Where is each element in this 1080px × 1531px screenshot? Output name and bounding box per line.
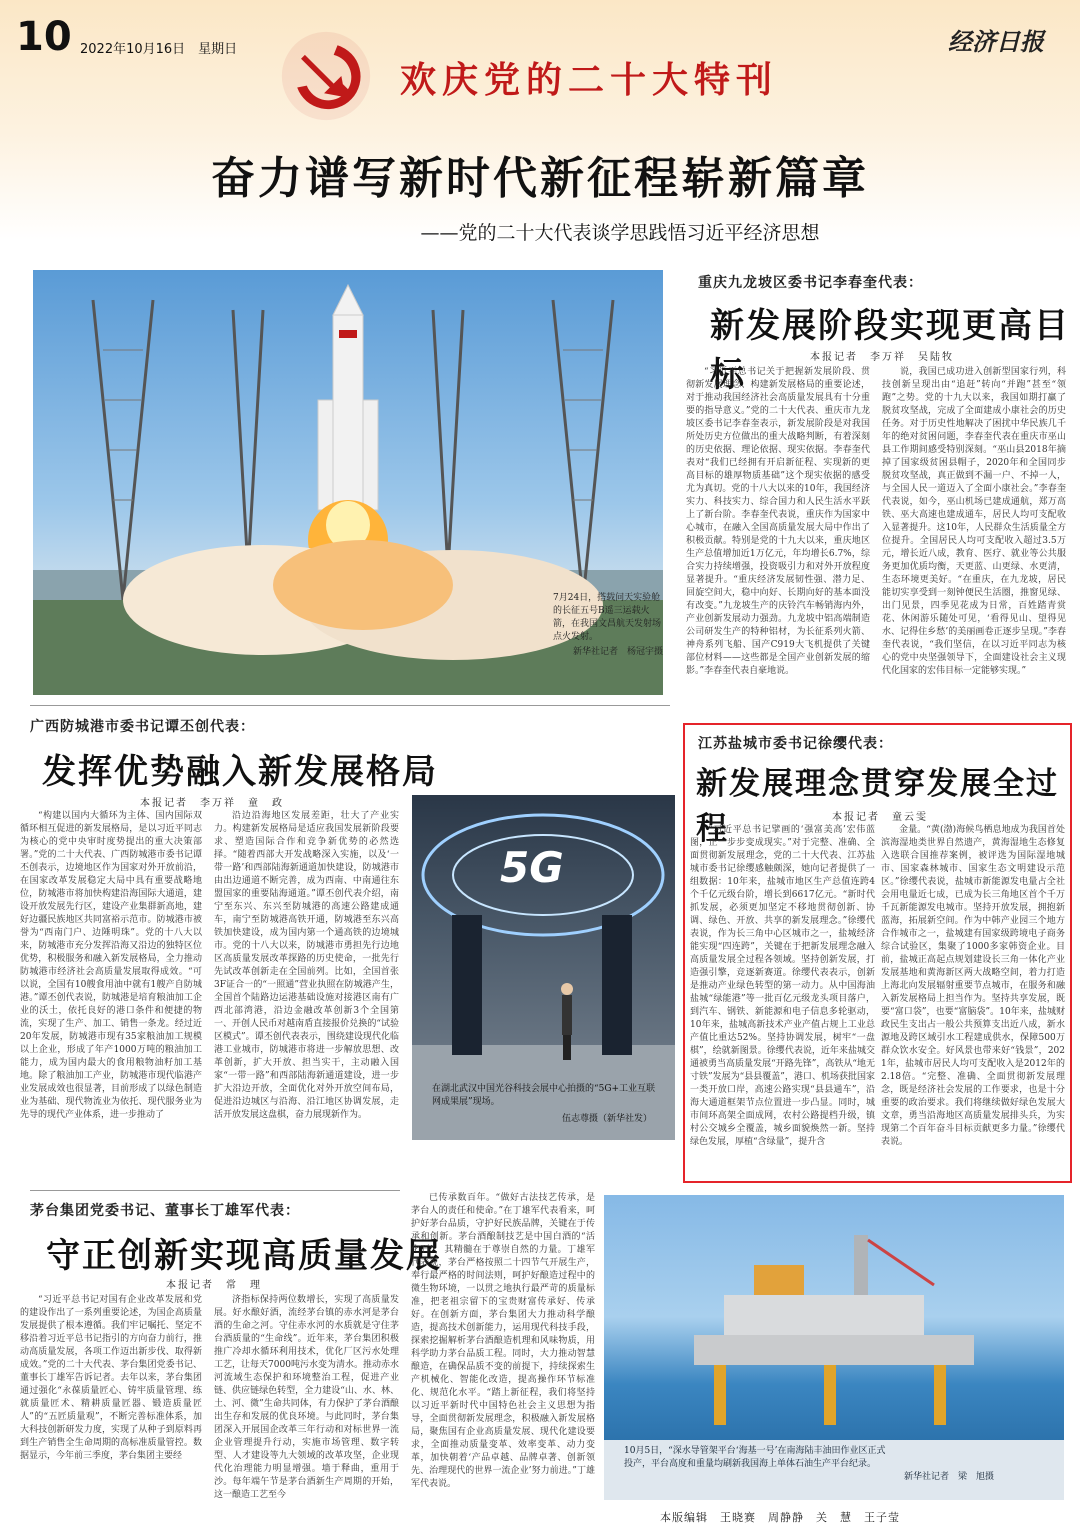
moutai-byline: 本报记者 常 理 <box>166 1280 262 1291</box>
divider <box>30 1190 400 1191</box>
guangxi-title: 发挥优势融入新发展格局 <box>42 752 438 792</box>
chongqing-title: 新发展阶段实现更高目标 <box>710 306 1070 395</box>
5g-credit: 伍志尊摄（新华社发） <box>562 1114 653 1124</box>
party-emblem-icon <box>278 28 374 124</box>
paper-name: 经济日报 <box>948 27 1044 56</box>
jiangsu-title: 新发展理念贯穿发展全过程 <box>696 766 1059 847</box>
5g-sign: 5G <box>500 843 564 892</box>
5g-exhibition-photo <box>412 795 675 1140</box>
main-headline: 奋力谱写新时代新征程崭新篇章 <box>211 153 869 204</box>
chongqing-byline: 本报记者 李万祥 吴陆牧 <box>810 352 954 363</box>
moutai-title: 守正创新实现高质量发展 <box>46 1236 442 1276</box>
platform-caption: 10月5日，“深水导管架平台‘海基一号’在南海陆丰油田作业区正式投产，平台高度和重量均刷新我国海上单体石油生产平台纪录。 <box>624 1446 886 1469</box>
rocket-credit: 新华社记者 杨冠宇摄 <box>573 647 663 657</box>
jiangsu-column-2: 金量。“黄(渤)海候鸟栖息地成为我国首处滨海湿地类世界自然遗产，黄海湿地生态修复入选联合国推荐案例，被评选为国际湿地城市、国家森林城市、国家生态文明建设示范区。”徐缨代表说，盐城市新能源发电量占全社会用电量近七成，已成为长三角地区首个千万千瓦新能源发电城市。坚持开放发展，拥抱新蓝海，拓展新空间。作为中韩产业园三个地方合作城市之一，盐城建有国家级跨境电子商务综合试验区，集聚了1000多家韩资企业。目前，盐城正高起点规划建设长三角一体化产业发展基地和黄海新区两大战略空间，着力打造上海北向发展辐射重要节点城市，在服务和融入新发展格局上担当作为。坚持共享发展，既要“富口袋”，也要“富脑袋”。10年来，盐城财政民生支出占一般公共预算支出近八成，新水源地及跨区域引水工程建成供水，保障500万群众饮水安全。好风景也带来好“钱景”，2021年，盐城市居民人均可支配收入是2012年的2.18倍。“完整、准确、全面贯彻新发展理念，既是经济社会发展的工作要求，也是十分重要的政治要求。我们将继续做好绿色发展大文章，勇当沿海地区高质量发展排头兵，为实现第二个百年奋斗目标贡献更多力量。”徐缨代表说。 <box>881 825 1065 1147</box>
platform-credit: 新华社记者 梁 旭摄 <box>904 1472 995 1482</box>
issue-date: 2022年10月16日 星期日 <box>80 42 238 57</box>
sub-headline: ——党的二十大代表谈学思践悟习近平经济思想 <box>420 222 820 244</box>
guangxi-column-1: “构建以国内大循环为主体、国内国际双循环相互促进的新发展格局，是以习近平同志为核心的党中央审时度势提出的重大决策部署。”党的二十大代表、广西防城港市委书记谭丕创表示，边境地区作为国家对外开放前沿，在国家改革发展稳定大局中具有重要战略地位，防城港市将加快构建沿海国际大通道，建设开放发展先行区，建设产业集群新高地，建好边疆民族地区共同富裕示范市。防城港市被誉为“西南门户、边陲明珠”。党的十八大以来，防城港市充分发挥沿海又沿边的独特区位优势，积极服务和融入新发展格局，全力推动防城港市经济社会高质量发展取得成效。“可以说，全国有10艘食用油中就有1艘产自防城港。”谭丕创代表说，防城港是培育粮油加工企业的沃土，依托良好的港口条件和便捷的物流，实现了生产、加工、销售一条龙。经过近20年发展，防城港市现有35家粮油加工规模以上企业，形成了年产1000万吨的粮油加工能力，成为国内最大的食用粮物油籽加工基地。除了粮油加工产业，防城港市现代临港产业发展成效也很显著，目前形成了以绿色制造业为基础、现代物流业为依托、现代服务业为先导的现代产业体系，进一步推动了 <box>20 811 202 1120</box>
moutai-column-1: “习近平总书记对国有企业改革发展和党的建设作出了一系列重要论述，为国企高质量发展提供了根本遵循。我们牢记嘱托、坚定不移沿着习近平总书记指引的方向奋力前行，推动高质量发展，各项工作迈出新步伐、取得新成效。”党的二十大代表、茅台集团党委书记、董事长丁雄军告诉记者。去年以来，茅台集团通过强化“永葆质量匠心、铸牢质量管理、练就质量匠术、精耕质量匠器、锻造质量匠人”的“五匠质量观”，不断完善标准体系，加大科技创新研发力度，实现了从种子到原料再到生产销售全生命周期的高标准质量管控。数据显示，今年前三季度，茅台集团主要经 <box>20 1295 202 1461</box>
special-edition-title: 欢庆党的二十大特刊 <box>400 59 779 101</box>
page-number: 10 <box>16 14 72 60</box>
jiangsu-byline: 本报记者 童云雯 <box>832 812 928 823</box>
chongqing-column-1: “习近平总书记关于把握新发展阶段、贯彻新发展理念、构建新发展格局的重要论述，对于推动我国经济社会高质量发展具有十分重要的指导意义。”党的二十大代表、重庆市九龙坡区委书记李春奎表示，新发展阶段是对我国所处历史方位做出的重大战略判断，有着深刻的历史依据、理论依据、现实依据。李春奎代表对“我们已经拥有开启新征程、实现新的更高目标的雄厚物质基础”这个现实依据的感受尤为真切。党的十八大以来的10年，我国经济实力、科技实力、综合国力和人民生活水平跃上了新台阶。李春奎代表说，重庆作为国家中心城市，在融入全国高质量发展大局中作出了积极贡献。特别是党的十九大以来，重庆地区生产总值增加近1万亿元，年均增长6.7%，综合实力持续增强，投资吸引力和对外开放程度显著提升。“重庆经济发展韧性强、潜力足、回旋空间大，稳中向好、长期向好的基本面没有改变。”九龙坡生产的庆铃汽车畅销海内外，产业创新发展动力强劲。九龙坡中铝高端制造公司研发生产的特种铝材，为长征系列火箭、神舟系列飞船、国产C919大飞机提供了关键部位材料——这些都是全国产业创新发展的缩影。”李春奎代表自豪地说。 <box>686 367 870 676</box>
guangxi-kicker: 广西防城港市委书记谭丕创代表： <box>30 719 255 735</box>
moutai-column-2: 济指标保持两位数增长，实现了高质量发展。好水酿好酒，流经茅台镇的赤水河是茅台酒的生命之河。守住赤水河的水质就是守住茅台酒质量的“生命线”。近年来，茅台集团积极推广冷却水循环利用技术，优化厂区污水处理工艺，让每天7000吨污水变为清水。推动赤水河流域生态保护和环境整治工程，促进产业链、供应链绿色转型，全力建设“山、水、林、土、河、微”生命共同体，有力保护了茅台酒酿出生存和发展的优良环境。与此同时，茅台集团深入开展国企改革三年行动和对标世界一流企业管理提升行动，实施市场管理、数字转型、人才建设等九大领域的改革攻坚，企业现代化治理能力明显增强。墙于释曲，重用于沙。每年端午节是茅台酒新生产周期的开始，这一酿造工艺至今 <box>214 1295 399 1500</box>
rocket-caption: 7月24日，搭载问天实验舱的长征五号B遥三运载火箭，在我国文昌航天发射场点火发射。 <box>553 593 662 642</box>
5g-caption: 在湖北武汉中国光谷科技会展中心拍摄的“5G+工业互联网成果展”现场。 <box>432 1084 656 1107</box>
moutai-column-3: 已传承数百年。“做好古法技艺传承，是茅台人的责任和使命。”在丁雄军代表看来，呵护好茅台品质，守护好民族品牌，关键在于传承和创新。茅台酒酿制技艺是中国白酒的“活化石”，其精髓在于尊崇自然的力量。丁雄军代表说，茅台严格按照二十四节气开展生产，奉行最严格的时间法则，呵护好酿造过程中的微生物环境，一以贯之地执行最严苛的质量标准，把老祖宗留下的宝贵财富传承好、传承好。在创新方面，茅台集团大力推动科学酿造，提高技术创新能力，运用现代科技手段，探索挖掘解析茅台酒酿造机理和风味物质，用科学助力茅台品质工程。同时，大力推动智慧酿造，在确保品质不变的前提下，持续探索生产机械化、智能化改造，提高操作环节标准化、规范化水平。“踏上新征程，我们将坚持以习近平新时代中国特色社会主义思想为指导，全面贯彻新发展理念，积极融入新发展格局，聚焦国有企业高质量发展、现代化建设要求，全面推动质量变革、效率变革、动力变革，加快朝着‘产品卓越、品牌卓著、创新领先、治理现代的世界一流企业’努力前进。”丁雄军代表说。 <box>411 1193 595 1489</box>
divider <box>30 705 670 706</box>
jiangsu-column-1: “习近平总书记擘画的‘强富美高’宏伟蓝图，正一步步变成现实。”对于完整、准确、全面贯彻新发展理念，党的二十大代表、江苏盐城市委书记徐缨感触颇深，她向记者提供了一组数据：10年来，盐城市地区生产总值连跨4个千亿元级台阶，增长到6617亿元。“新时代抓发展，必须更加坚定不移地贯彻创新、协调、绿色、开放、共享的新发展理念。”徐缨代表说，作为长三角中心区城市之一，盐城经济能实现“四连跨”，关键在于把新发展理念融入高质量发展全过程各领域。坚持创新发展，打造强引擎，竞逐新赛道。徐缨代表表示，创新是推动产业绿色转型的第一动力。从中国海油盐城“绿能港”等一批百亿元级龙头项目落户，到汽车、钢铁、新能源和电子信息多轮驱动，10年来，盐城高新技术产业产值占规上工业总产值比重达52%。坚持协调发展，树牢“一盘棋”，绘就新图景。徐缨代表说，近年来盐城交通被勇当高质量发展“开路先锋”，高铁从“地无寸铁”发展为“县县覆盖”，港口、机场获批国家一类开放口岸，高速公路实现“县县通车”，沿海大通道框架节点位置进一步凸显。同时，城市间环高架全面成网，农村公路提档升级，镇村公交城乡全覆盖，城乡面貌焕然一新。坚持绿色发展，厚植“含绿量”，提升含 <box>690 825 875 1147</box>
offshore-platform-photo <box>604 1195 1064 1500</box>
moutai-kicker: 茅台集团党委书记、董事长丁雄军代表： <box>30 1203 300 1219</box>
page-editors: 本版编辑 王晓赛 周静静 关 慧 王子莹 <box>660 1511 900 1524</box>
guangxi-column-2: 沿边沿海地区发展差距，壮大了产业实力。构建新发展格局是适应我国发展新阶段要求、塑造国际合作和竞争新优势的必然选择。“随着西部大开发战略深入实施，以及‘一带一路’和西部陆海新通道加快建设，防城港市由出边通道不断完善，成为西南、中南通往东盟国家的重要陆海通道。”谭丕创代表介绍，南宁至东兴、东兴至防城港的高速公路建成通车，南宁至防城港高铁开通，防城港至东兴高铁加快建设，成为国内第一个通高铁的边境城市。党的十八大以来，防城港市勇担先行边地区高质量发展改革探路的历史使命，一批先行先试改革创新走在全国前列。比如，全国首张3F证合一的“一照通”营业执照在防城港产生，全国首个陆路边运港基础设施对接港区南有广西北部湾港，沿边金融改革创新3个全国第一、开创人民币对越南盾直接报价兑换的“试验区模式”。谭丕创代表表示，围绕建设现代化临港工业城市，防城港市将进一步解放思想、改革创新，扩大开放、担当实干，主动融入国家“一带一路”和西部陆海新通道建设，进一步扩大沿边开放，全面优化对外开放空间布局，促进沿边城区与沿海、沿江地区协调发展，走活开放发展这盘棋，奋力展现新作为。 <box>214 811 399 1120</box>
jiangsu-kicker: 江苏盐城市委书记徐缨代表： <box>698 736 893 752</box>
chongqing-kicker: 重庆九龙坡区委书记李春奎代表： <box>698 275 923 291</box>
rocket-launch-photo <box>33 270 663 695</box>
chongqing-column-2: 说，我国已成功进入创新型国家行列，科技创新呈现出由“追赶”转向“并跑”甚至“领跑”之势。党的十九大以来，我国如期打赢了脱贫攻坚战，完成了全面建成小康社会的历史任务。对于历史性地解决了困扰中华民族几千年的绝对贫困问题，李春奎代表在重庆市巫山县工作期间感受特别深刻。“巫山县2018年摘掉了国家级贫困县帽子，2020年和全国同步脱贫攻坚战，真正做到不漏一户、不掉一人，与全国人民一道迈入了全面小康社会。”李春奎代表说，如今，巫山机场已建成通航，郑万高铁、巫大高速也建成通车，居民人均可支配收入显著提升。这10年，人民群众生活质量全方位提升。全国居民人均可支配收入超过3.5万元，增长近八成，教育、医疗、就业等公共服务更加优质均衡，天更蓝、山更绿、水更清，生态环境更美好。“在重庆，在九龙坡，居民能切实享受到一刻钟便民生活圈，推窗见绿、出门见景，四季见花成为日常，百姓踏青赏花、休闲游乐随处可见，‘看得见山、望得见水、记得住乡愁’的美丽画卷正逐步呈现。”李春奎代表说，“我们坚信，在以习近平同志为核心的党中央坚强领导下，全面建设社会主义现代化国家的宏伟目标一定能够实现。” <box>882 367 1066 676</box>
guangxi-byline: 本报记者 李万祥 童 政 <box>140 798 284 809</box>
